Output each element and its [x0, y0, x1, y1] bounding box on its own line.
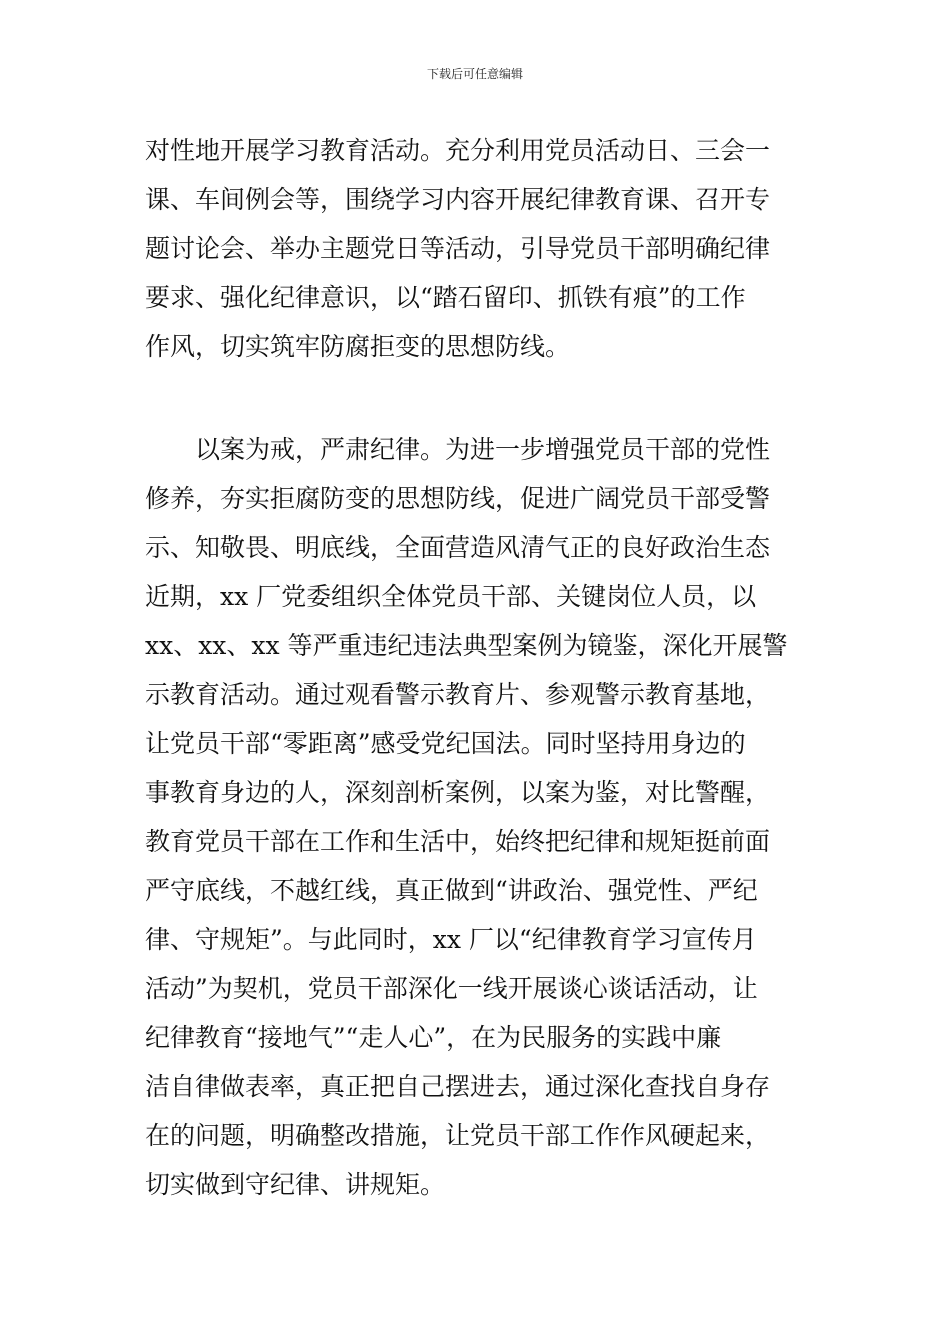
text-line: 律、守规矩”。与此同时，xx 厂以“纪律教育学习宣传月	[145, 925, 757, 954]
text-line: 作风，切实筑牢防腐拒变的思想防线。	[145, 332, 571, 361]
text-line: 示、知敬畏、明底线，全面营造风清气正的良好政治生态	[145, 533, 771, 562]
text-line: 纪律教育“接地气”“走人心”，在为民服务的实践中廉	[145, 1023, 722, 1052]
text-line: 在的问题，明确整改措施，让党员干部工作作风硬起来，	[145, 1121, 771, 1150]
text-line: 严守底线，不越红线，真正做到“讲政治、强党性、严纪	[145, 876, 758, 905]
text-line: 对性地开展学习教育活动。充分利用党员活动日、三会一	[145, 136, 771, 165]
text-line: 事教育身边的人，深刻剖析案例，以案为鉴，对比警醒，	[145, 778, 771, 807]
text-line: 修养，夯实拒腐防变的思想防线，促进广阔党员干部受警	[145, 484, 771, 513]
page-header: 下载后可任意编辑	[426, 67, 523, 81]
text-line: 近期，xx 厂党委组织全体党员干部、关键岗位人员，以	[145, 582, 757, 611]
text-line: 以案为戒，严肃纪律。为进一步增强党员干部的党性	[145, 435, 771, 464]
text-line: xx、xx、xx 等严重违纪违法典型案例为镜鉴，深化开展警	[145, 631, 788, 660]
text-line: 要求、强化纪律意识，以“踏石留印、抓铁有痕”的工作	[145, 283, 746, 312]
text-line: 洁自律做表率，真正把自己摆进去，通过深化查找自身存	[145, 1072, 771, 1101]
text-line: 切实做到守纪律、讲规矩。	[145, 1170, 446, 1199]
text-line: 题讨论会、举办主题党日等活动，引导党员干部明确纪律	[145, 234, 771, 263]
text-line: 让党员干部“零距离”感受党纪国法。同时坚持用身边的	[145, 729, 746, 758]
text-line: 活动”为契机，党员干部深化一线开展谈心谈话活动，让	[145, 974, 758, 1003]
text-line: 教育党员干部在工作和生活中，始终把纪律和规矩挺前面	[145, 827, 771, 856]
text-line: 示教育活动。通过观看警示教育片、参观警示教育基地，	[145, 680, 771, 709]
text-line: 课、车间例会等，围绕学习内容开展纪律教育课、召开专	[145, 185, 771, 214]
